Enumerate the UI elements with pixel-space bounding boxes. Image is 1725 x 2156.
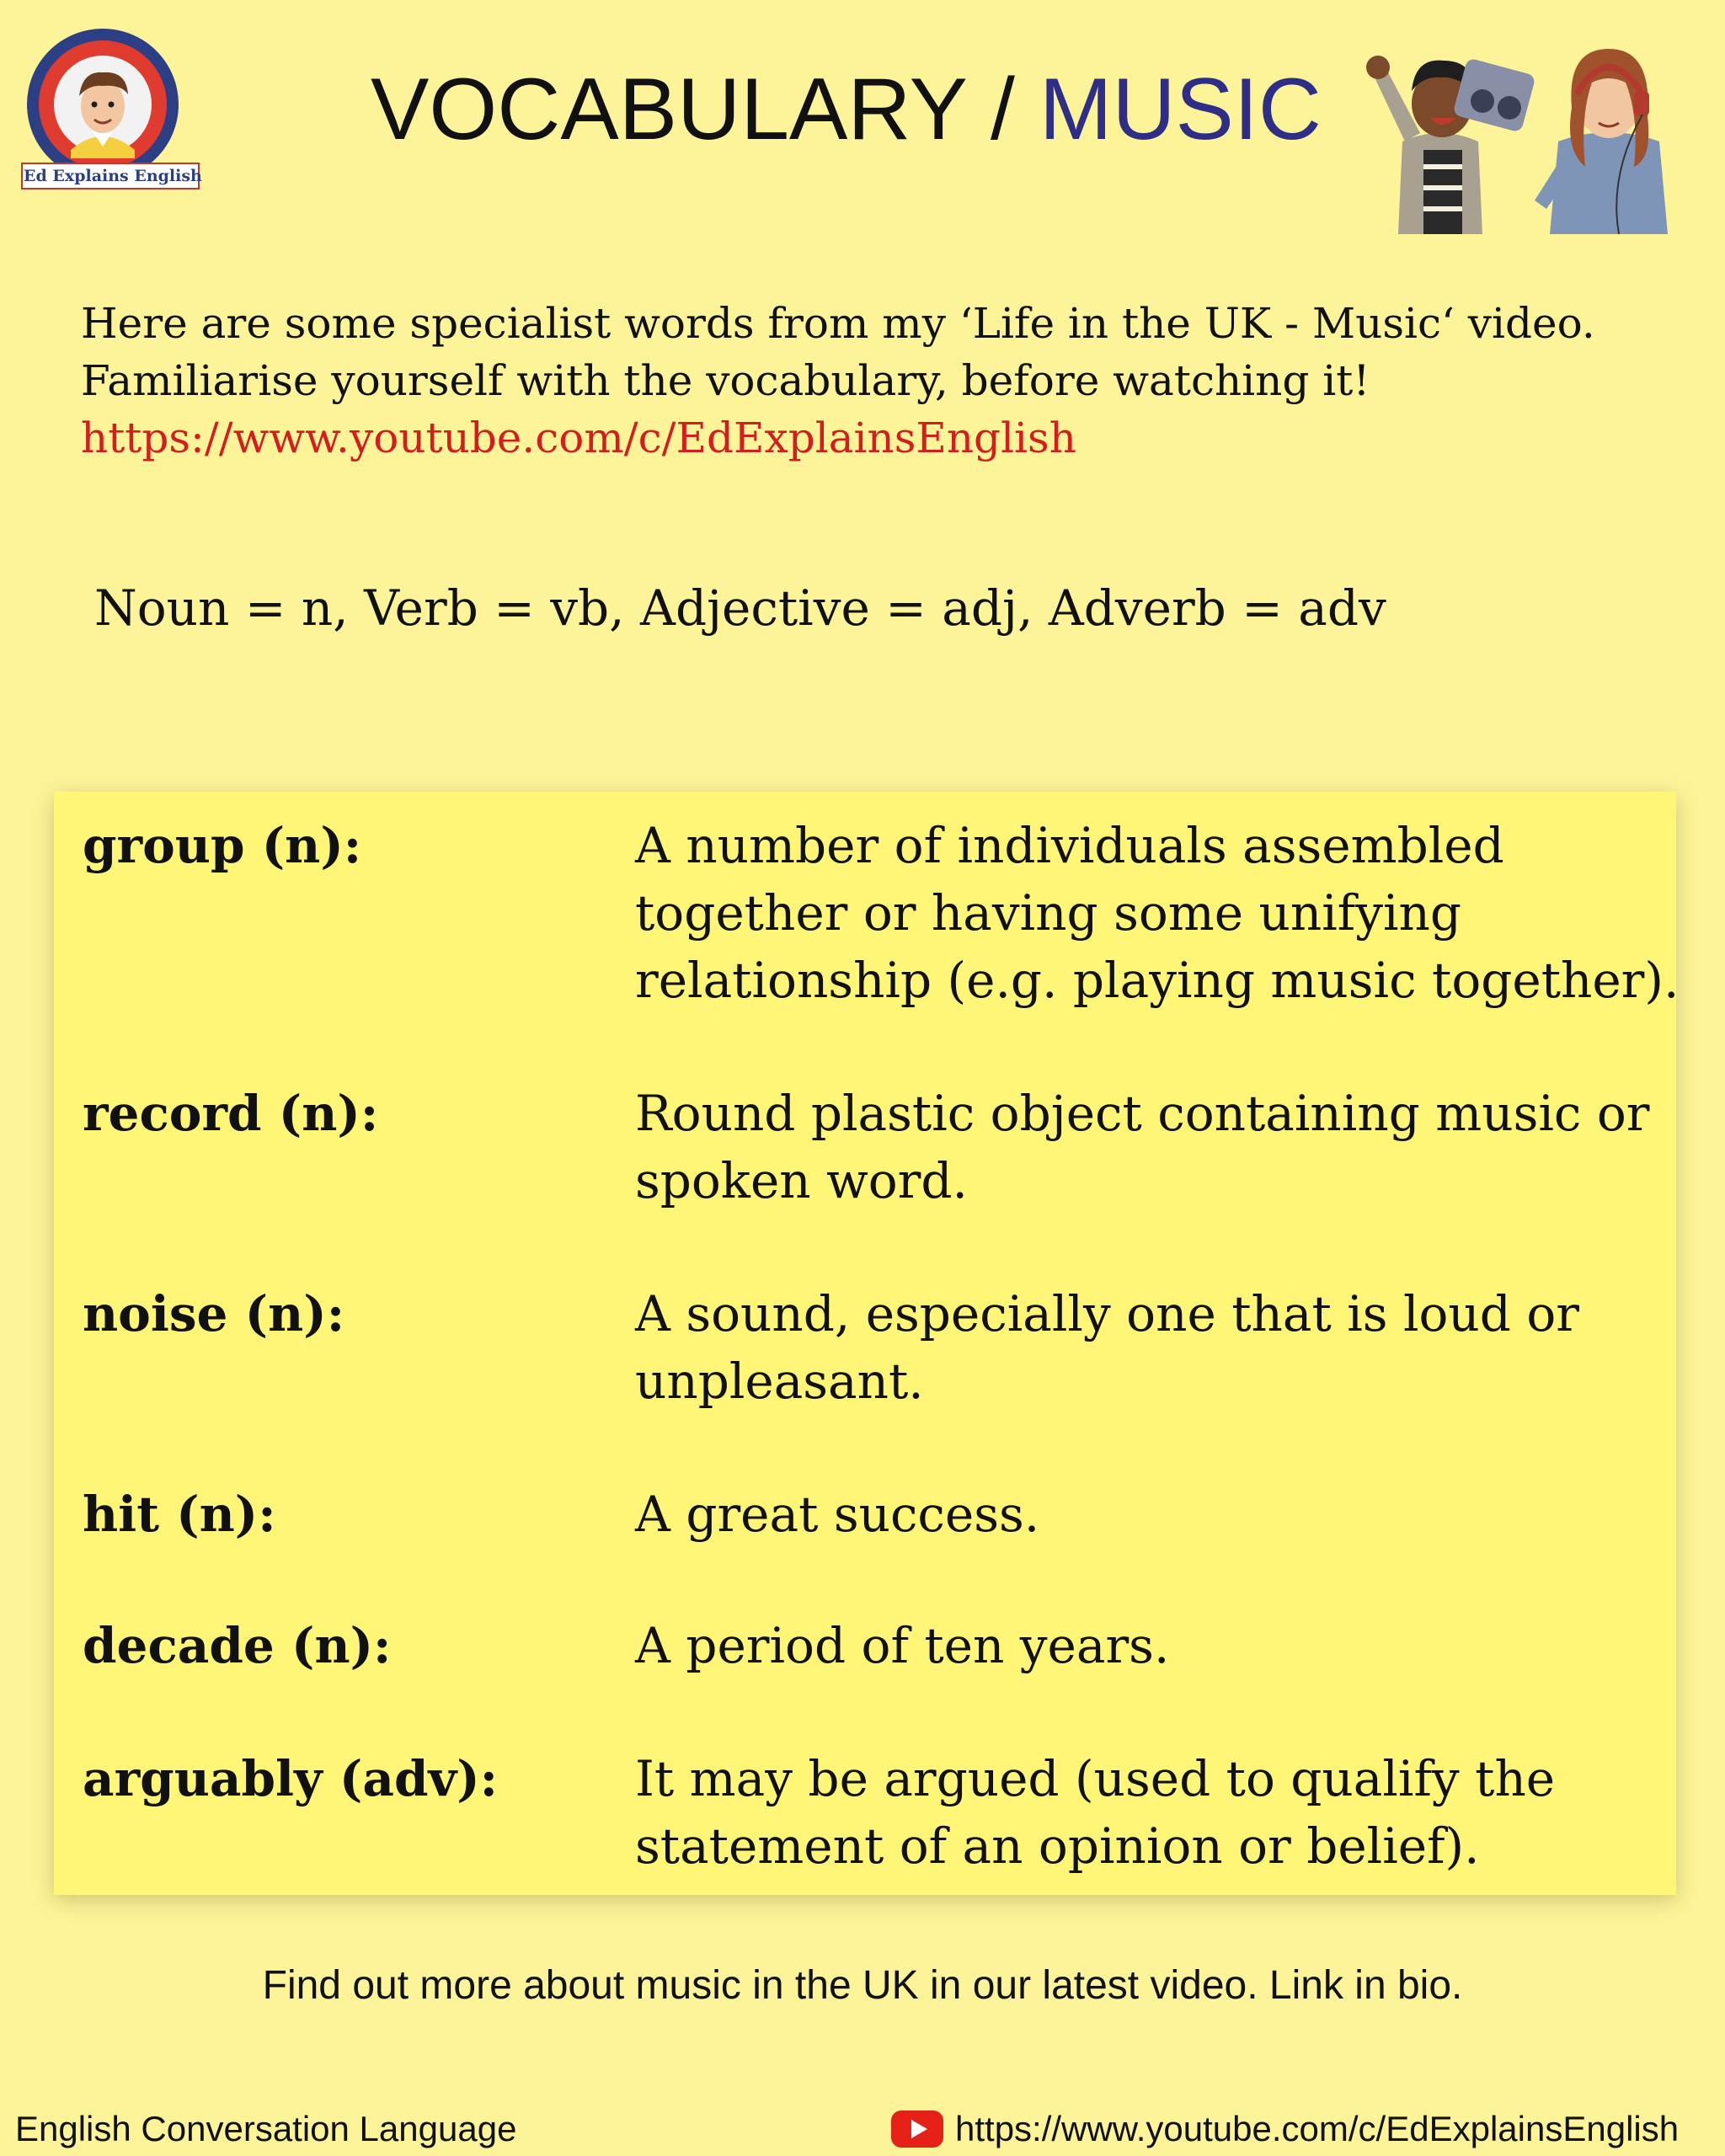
intro-line-2: Familiarise yourself with the vocabulary, before watching it! — [81, 356, 1370, 405]
logo-text: Ed Explains English — [24, 167, 202, 185]
vocab-definition — [635, 1280, 1671, 1415]
vocab-term: arguably (adv): — [83, 1750, 499, 1807]
title-accent: MUSIC — [1039, 61, 1322, 158]
page-title — [371, 59, 1322, 160]
vocab-definition — [635, 1481, 1671, 1548]
definition-line: A great success. — [635, 1486, 1040, 1543]
youtube-channel-link[interactable] — [891, 2105, 1679, 2153]
vocab-definition — [635, 1080, 1671, 1214]
intro-text — [81, 295, 1664, 467]
vocab-term: decade (n): — [83, 1617, 392, 1674]
vocabulary-card — [54, 792, 1680, 1895]
definition-line: A number of individuals assembled — [635, 817, 1504, 874]
definition-line: unpleasant. — [635, 1353, 924, 1410]
kids-with-boombox-and-headphones-icon — [1356, 24, 1710, 234]
vocab-definition — [635, 1612, 1671, 1679]
vocab-term: hit (n): — [83, 1486, 276, 1543]
definition-line: together or having some unifying — [635, 884, 1462, 942]
definition-line: spoken word. — [635, 1152, 968, 1209]
channel-tagline: English Conversation Language — [15, 2109, 517, 2148]
definition-line: A sound, especially one that is loud or — [635, 1285, 1579, 1342]
youtube-link-text[interactable]: https://www.youtube.com/c/EdExplainsEnglish — [955, 2109, 1680, 2148]
youtube-icon — [891, 2111, 943, 2148]
vocab-term: record (n): — [83, 1085, 379, 1142]
vocab-definition — [635, 812, 1680, 1014]
definition-line: A period of ten years. — [635, 1617, 1170, 1674]
vocab-term: noise (n): — [83, 1285, 345, 1342]
vocab-definition — [635, 1745, 1671, 1880]
ed-explains-english-logo — [19, 24, 204, 192]
definition-line: relationship (e.g. playing music together). — [635, 952, 1680, 1009]
intro-line-1: Here are some specialist words from my ‘Life in the UK - Music‘ video. — [81, 299, 1595, 348]
footer-note: Find out more about music in the UK in our latest video. Link in bio. — [262, 1963, 1463, 2008]
parts-of-speech-legend: Noun = n, Verb = vb, Adjective = adj, Adverb = adv — [94, 579, 1386, 637]
title-main: VOCABULARY / — [371, 61, 1039, 158]
music-kids-illustration — [1356, 24, 1710, 234]
definition-line: statement of an opinion or belief). — [635, 1817, 1480, 1875]
definition-line: It may be argued (used to qualify the — [635, 1750, 1556, 1807]
definition-line: Round plastic object containing music or — [635, 1085, 1650, 1142]
vocab-term: group (n): — [83, 817, 362, 874]
intro-youtube-link[interactable]: https://www.youtube.com/c/EdExplainsEnglish — [81, 414, 1076, 462]
